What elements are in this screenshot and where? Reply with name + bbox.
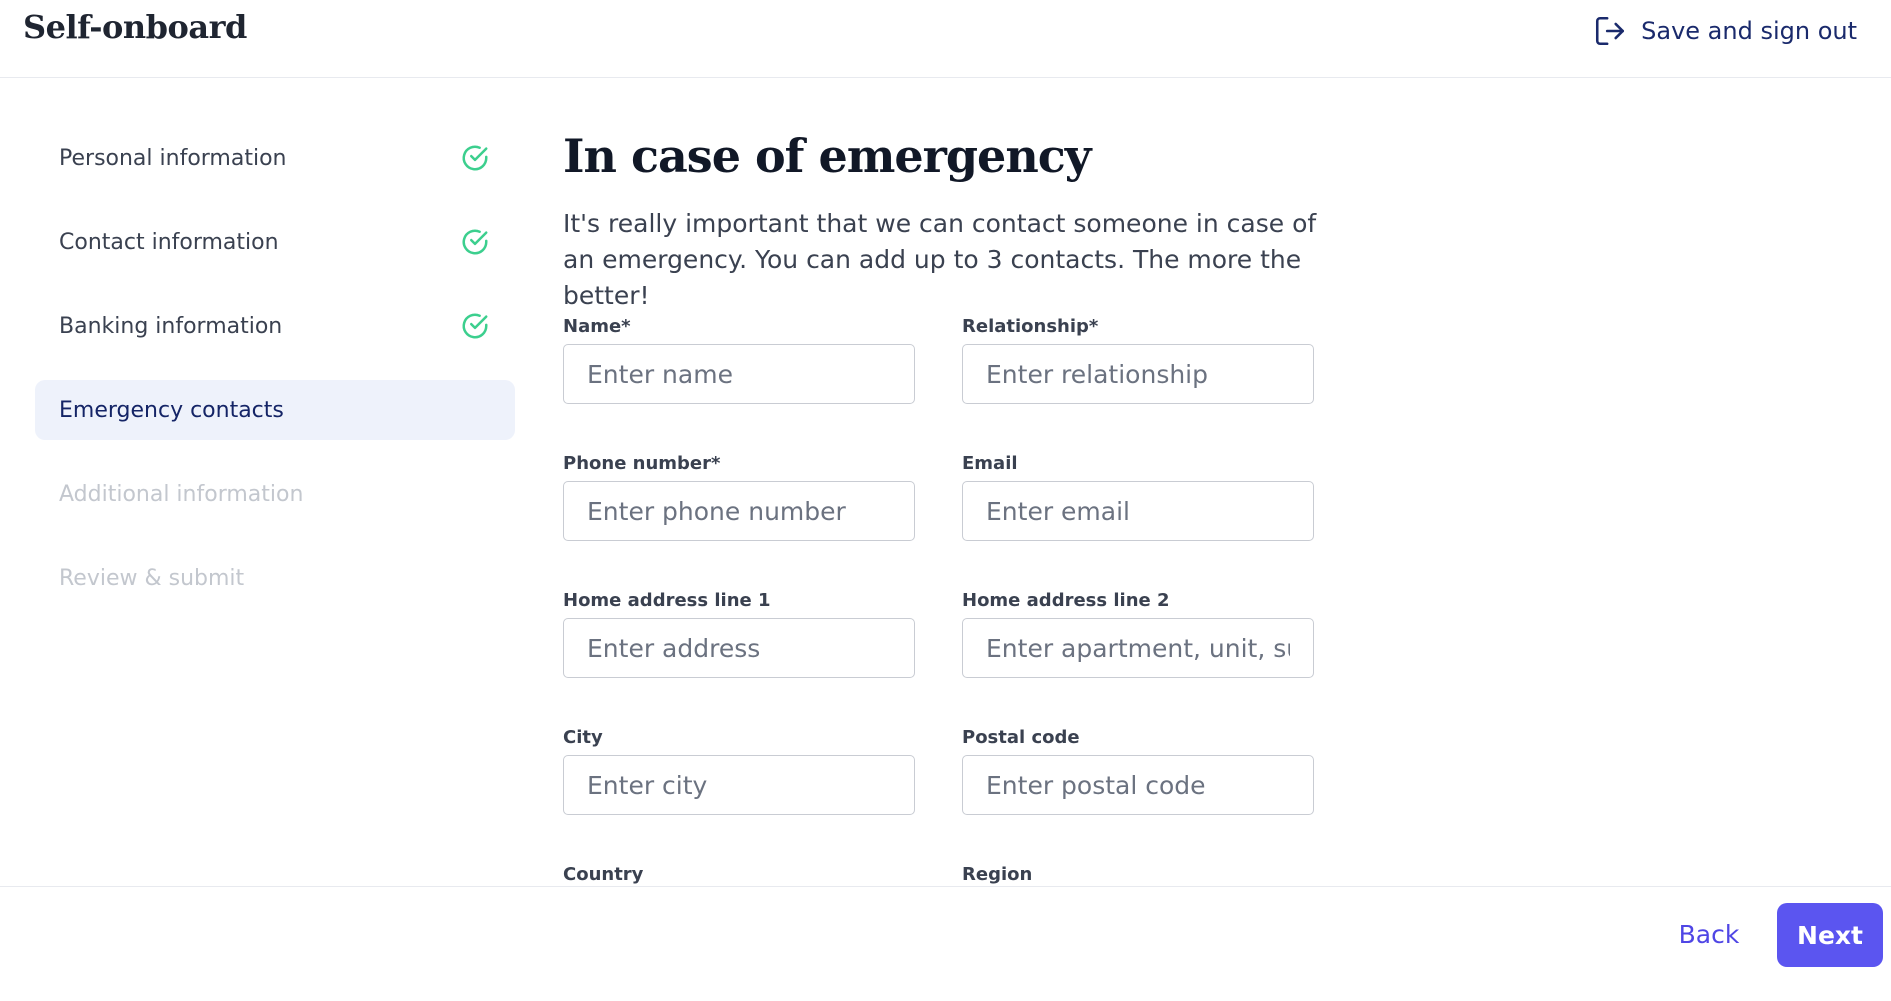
page-title: In case of emergency [563,129,1091,183]
sidebar-item-personal-information[interactable] [35,128,515,188]
address-line-2-field-group [962,590,1314,727]
sidebar-item-label: Review & submit [59,565,245,591]
progress-sidebar [35,128,515,632]
phone-field-group [563,453,915,590]
address-line-2-input[interactable] [962,618,1314,678]
region-label: Region [962,864,1033,885]
sidebar-item-review-submit [35,548,515,608]
next-button[interactable]: Next [1777,903,1883,967]
sidebar-item-label: Additional information [59,481,304,507]
sidebar-item-label: Banking information [59,313,283,339]
sidebar-item-label: Personal information [59,145,287,171]
address-line-2-label: Home address line 2 [962,590,1170,611]
sidebar-item-additional-information [35,464,515,524]
city-label: City [563,727,603,748]
footer-bar [0,886,1891,970]
save-and-sign-out-button[interactable] [1593,11,1857,51]
relationship-field-group [962,316,1314,453]
email-label: Email [962,453,1018,474]
address-line-1-input[interactable] [563,618,915,678]
country-label: Country [563,864,644,885]
name-label: Name* [563,316,631,337]
relationship-input[interactable] [962,344,1314,404]
phone-input[interactable] [563,481,915,541]
intro-text: It's really important that we can contact someone in case of an emergency. You can add up to 3 contacts. The more the better! [563,209,1317,310]
address-line-1-field-group [563,590,915,727]
postal-code-input[interactable] [962,755,1314,815]
check-circle-icon [460,311,490,341]
city-input[interactable] [563,755,915,815]
sidebar-item-contact-information[interactable] [35,212,515,272]
app-title: Self-onboard [23,8,247,46]
top-header [0,0,1891,78]
email-input[interactable] [962,481,1314,541]
check-circle-icon [460,143,490,173]
name-input[interactable] [563,344,915,404]
save-and-sign-out-label: Save and sign out [1641,17,1857,45]
sidebar-item-label: Emergency contacts [59,397,284,423]
relationship-label: Relationship* [962,316,1099,337]
address-line-1-label: Home address line 1 [563,590,771,611]
name-field-group [563,316,915,453]
postal-code-label: Postal code [962,727,1080,748]
sidebar-item-label: Contact information [59,229,279,255]
back-button[interactable]: Back [1664,902,1754,966]
check-circle-icon [460,227,490,257]
sign-out-icon [1593,14,1627,48]
sidebar-item-emergency-contacts[interactable] [35,380,515,440]
phone-label: Phone number* [563,453,721,474]
postal-code-field-group [962,727,1314,864]
city-field-group [563,727,915,864]
sidebar-item-banking-information[interactable] [35,296,515,356]
main-content [563,120,1323,314]
email-field-group [962,453,1314,590]
